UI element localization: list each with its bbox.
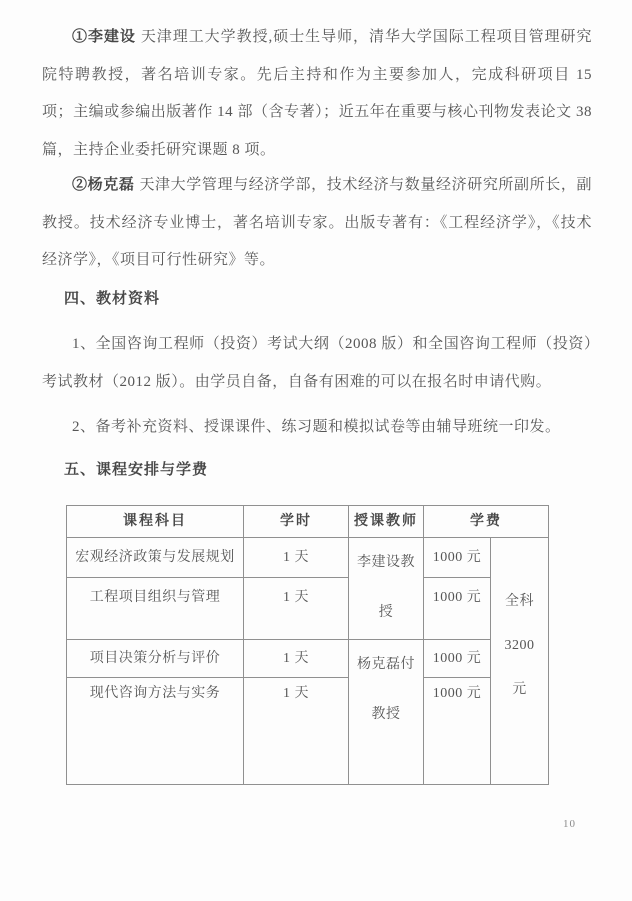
- header-hours: 学时: [244, 506, 349, 538]
- header-teacher: 授课教师: [349, 506, 424, 538]
- cell-hours: 1 天: [244, 640, 349, 678]
- header-course: 课程科目: [67, 506, 244, 538]
- cell-fee: 1000 元: [424, 640, 491, 678]
- cell-course: 现代咨询方法与实务: [67, 678, 244, 785]
- cell-hours: 1 天: [244, 538, 349, 578]
- instructor-bio-text: 天津大学管理与经济学部，技术经济与数量经济研究所副所长，副教授。技术经济专业博士，著名培训专家。出版专著有：《工程经济学》，《技术经济学》，《项目可行性研究》等。: [42, 177, 592, 268]
- materials-item-1: 1、全国咨询工程师（投资）考试大纲（2008 版）和全国咨询工程师（投资）考试教材（2012 版）。由学员自备，自备有困难的可以在报名时申请代购。: [42, 336, 592, 390]
- instructor-name-li-jianshe: ①李建设: [72, 29, 136, 45]
- section-heading-materials: 四、教材资料: [64, 291, 161, 307]
- cell-teacher-2: 杨克磊付教授: [349, 640, 424, 785]
- page-number: 10: [563, 818, 576, 830]
- cell-total-fee: [491, 538, 549, 785]
- cell-fee: 1000 元: [424, 578, 491, 640]
- table-row: [67, 578, 549, 640]
- instructor-bio-yang-kelei: [42, 167, 592, 280]
- cell-course: 宏观经济政策与发展规划: [67, 538, 244, 578]
- header-fee: 学费: [424, 506, 549, 538]
- cell-hours: 1 天: [244, 678, 349, 785]
- instructor-bio-text: 天津理工大学教授,硕士生导师，清华大学国际工程项目管理研究院特聘教授，著名培训专家。先后主持和作为主要参加人，完成科研项目 15 项；主编或参编出版著作 14 部（含专著）；近五年在重要与核心刊物发表论文 38 篇，主持企业委托研究课题 8 项。: [42, 29, 592, 158]
- section-heading-schedule: 五、课程安排与学费: [64, 462, 209, 478]
- cell-course: 工程项目组织与管理: [67, 578, 244, 640]
- total-fee-line: 全科: [505, 594, 534, 609]
- cell-course: 项目决策分析与评价: [67, 640, 244, 678]
- cell-fee: 1000 元: [424, 538, 491, 578]
- cell-teacher-1: 李建设教授: [349, 538, 424, 640]
- total-fee-line: 3200: [504, 638, 535, 653]
- materials-item-2: 2、备考补充资料、授课课件、练习题和模拟试卷等由辅导班统一印发。: [72, 419, 561, 435]
- table-header-row: [67, 506, 549, 538]
- instructor-bio-li-jianshe: [42, 19, 592, 169]
- table-row: [67, 640, 549, 678]
- cell-fee: 1000 元: [424, 678, 491, 785]
- table-row: [67, 678, 549, 785]
- course-fee-table: [66, 505, 549, 785]
- table-row: [67, 538, 549, 578]
- total-fee-line: 元: [512, 682, 527, 697]
- cell-hours: 1 天: [244, 578, 349, 640]
- instructor-name-yang-kelei: ②杨克磊: [72, 177, 135, 193]
